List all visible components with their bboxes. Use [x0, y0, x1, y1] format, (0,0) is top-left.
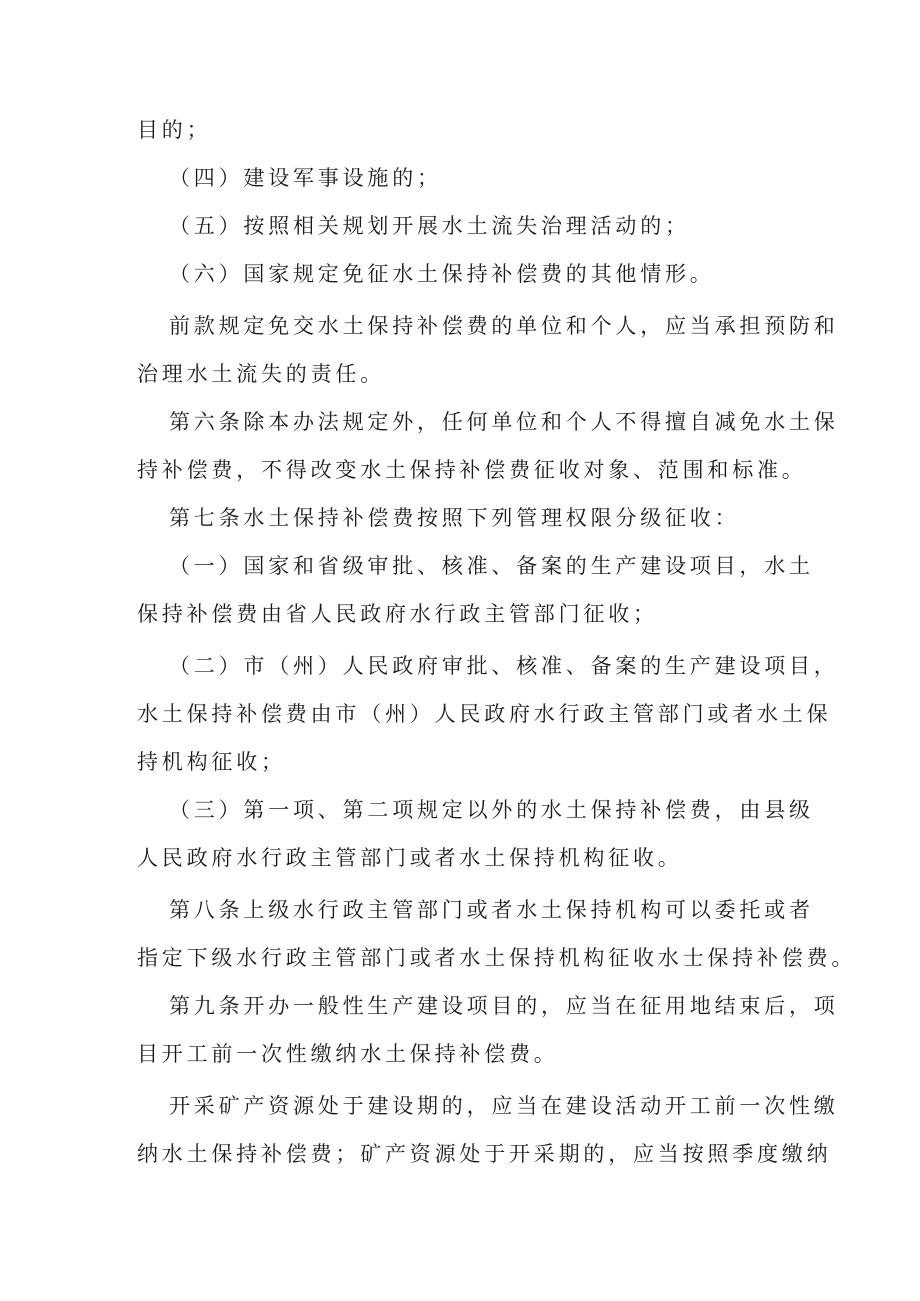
text-line: 保持补偿费由省人民政府水行政主管部门征收； — [137, 602, 658, 626]
text-line: 第七条水土保持补偿费按照下列管理权限分级征收： — [169, 506, 740, 530]
text-line: （三）第一项、第二项规定以外的水土保持补偿费，由县级 — [169, 798, 814, 822]
text-line: 开采矿产资源处于建设期的，应当在建设活动开工前一次性缴 — [169, 1094, 839, 1118]
text-line: 持补偿费，不得改变水土保持补偿费征收对象、范围和标准。 — [137, 458, 807, 482]
text-line: 水土保持补偿费由市（州）人民政府水行政主管部门或者水土保 — [137, 702, 832, 726]
text-line: 第八条上级水行政主管部门或者水土保持机构可以委托或者 — [169, 898, 814, 922]
text-line: （五）按照相关规划开展水土流失治理活动的； — [169, 214, 690, 238]
text-line: 治理水土流失的责任。 — [137, 362, 385, 386]
text-line: 目开工前一次性缴纳水土保持补偿费。 — [137, 1042, 559, 1066]
text-line: （一）国家和省级审批、核准、备案的生产建设项目，水土 — [169, 554, 814, 578]
text-line: 持机构征收； — [137, 750, 286, 774]
text-line: 前款规定免交水土保持补偿费的单位和个人，应当承担预防和 — [169, 314, 839, 338]
text-line: 第九条开办一般性生产建设项目的，应当在征用地结束后，项 — [169, 994, 839, 1018]
text-line: 目的； — [137, 118, 212, 142]
text-line: 指定下级水行政主管部门或者水土保持机构征收水士保持补偿费。 — [137, 946, 857, 970]
text-line: 纳水土保持补偿费；矿产资源处于开采期的，应当按照季度缴纳 — [137, 1142, 832, 1166]
text-line: 人民政府水行政主管部门或者水土保持机构征收。 — [137, 846, 683, 870]
text-line: （四）建设军事设施的； — [169, 166, 442, 190]
text-line: （六）国家规定免征水土保持补偿费的其他情形。 — [169, 262, 715, 286]
text-line: （二）市（州）人民政府审批、核准、备案的生产建设项目， — [169, 654, 839, 678]
text-line: 第六条除本办法规定外，任何单位和个人不得擅自减免水土保 — [169, 410, 839, 434]
